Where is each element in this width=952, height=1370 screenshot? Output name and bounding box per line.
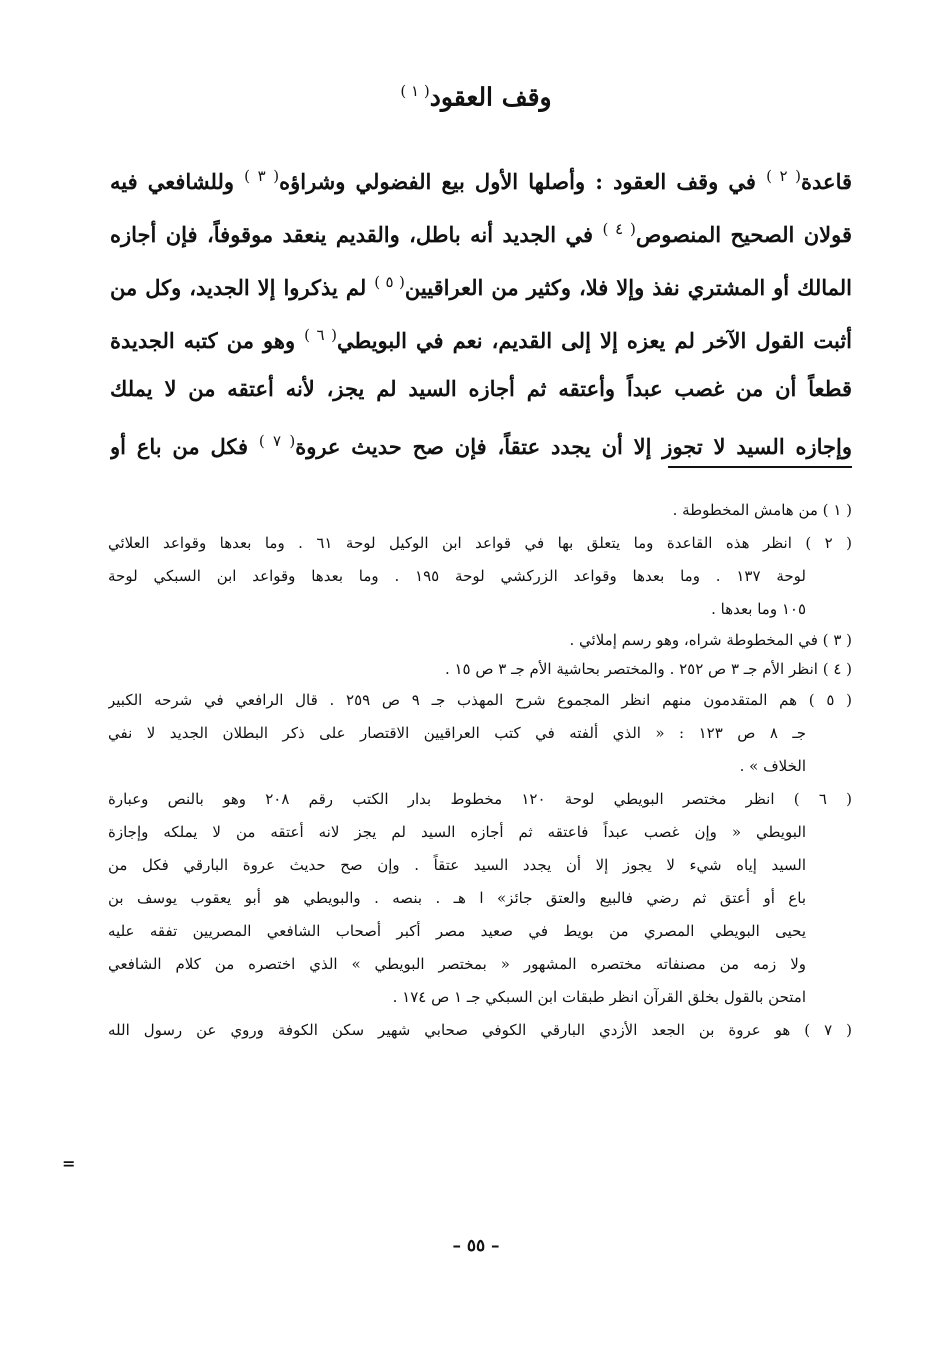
- body-line: [110, 309, 852, 362]
- footnote-line: ( ٣ ) في المخطوطة شراه، وهو رسم إملائي .: [569, 631, 852, 649]
- chapter-title-text: وقف العقود: [429, 82, 552, 112]
- footnote-continuation-line: الخلاف » .: [739, 757, 806, 775]
- footnote-continuation-line: باع أو أعتق ثم رضي فالبيع والعتق جائز» ا هـ . بنصه . والبويطي هو أبو يعقوب يوسف بن: [108, 889, 806, 907]
- footnote-line: ( ٦ ) انظر مختصر البويطي لوحة ١٢٠ مخطوط بدار الكتب رقم ٢٠٨ وهو بالنص وعبارة: [108, 790, 852, 808]
- footnote-continuation-line: لوحة ١٣٧ . وما بعدها وقواعد الزركشي لوحة ١٩٥ . وما بعدها وقواعد ابن السبكي لوحة: [108, 567, 806, 585]
- body-text-segment: فكل من باع أو: [110, 434, 259, 459]
- footnote-ref: ( ٣ ): [244, 167, 280, 185]
- continuation-mark: =: [62, 1154, 76, 1173]
- footnotes-section: [108, 494, 852, 1047]
- footnote-separator: [668, 466, 852, 468]
- body-text-segment: في الجديد أنه باطل، والقديم ينعقد موقوفاً، فإن أجازه: [110, 222, 603, 247]
- body-line: [110, 415, 852, 468]
- footnote-continuation-line: البويطي « وإن غصب عبداً فاعتقه ثم أجازه السيد لم يجز لانه أعتقه من لا يملكه وإجازة: [108, 823, 806, 841]
- footnote-ref: ( ٥ ): [374, 273, 405, 291]
- body-line: [110, 150, 852, 203]
- body-text-segment: قطعاً أن من غصب عبداً وأعتقه ثم أجازه السيد لم يجز، لأنه أعتقه من لا يملك: [110, 376, 852, 401]
- main-text: [110, 150, 852, 468]
- body-line: [110, 203, 852, 256]
- body-text-segment: قولان الصحيح المنصوص: [635, 222, 852, 247]
- footnote-line: ( ٤ ) انظر الأم جـ ٣ ص ٢٥٢ . والمختصر بحاشية الأم جـ ٣ ص ١٥ .: [444, 660, 852, 678]
- footnote-line: ( ٧ ) هو عروة بن الجعد الأزدي البارقي الكوفي صحابي شهير سكن الكوفة وروي عن رسول الله: [108, 1021, 852, 1039]
- footnote-continuation-line: جـ ٨ ص ١٢٣ : « الذي ألفته في كتب العراقيين الاقتصار على ذكر البطلان الجديد لا نفي: [108, 724, 807, 742]
- page-number: – ٥٥ –: [452, 1236, 500, 1256]
- body-line: [110, 256, 852, 309]
- title-footnote-ref: ( ١ ): [400, 82, 430, 100]
- body-text-segment: لم يذكروا إلا الجديد، وكل من: [110, 275, 375, 300]
- footnote-ref: ( ٧ ): [258, 432, 296, 450]
- footnote-line: ( ٢ ) انظر هذه القاعدة وما يتعلق بها في قواعد ابن الوكيل لوحة ٦١ . وما بعدها وقواعد العلائي: [108, 534, 852, 552]
- footnote-ref: ( ٦ ): [304, 326, 337, 344]
- body-text-segment: وللشافعي فيه: [110, 169, 245, 194]
- footnote-continuation-line: يحيى البويطي المصري من بويط في صعيد مصر أكبر أصحاب الشافعي المصريين تفقه عليه: [108, 922, 806, 940]
- body-text-segment: وإجازه السيد لا تجوز إلا أن يجدد عتقاً، فإن صح حديث عروة: [295, 434, 852, 459]
- footnote-line: ( ٥ ) هم المتقدمون منهم انظر المجموع شرح المهذب جـ ٩ ص ٢٥٩ . قال الرافعي في شرحه الكبير: [108, 691, 852, 709]
- footnote-continuation-line: ١٠٥ وما بعدها .: [711, 600, 806, 618]
- body-text-segment: في وقف العقود : وأصلها الأول بيع الفضولي وشراؤه: [279, 169, 767, 194]
- footnote-continuation-line: امتحن بالقول بخلق القرآن انظر طبقات ابن السبكي جـ ١ ص ١٧٤ .: [392, 988, 806, 1006]
- body-text-segment: أثبت القول الآخر لم يعزه إلا إلى القديم، نعم في البويطي: [336, 328, 852, 353]
- footnote-ref: ( ٤ ): [602, 220, 636, 238]
- body-line: [110, 362, 852, 415]
- footnote-continuation-line: ولا زمه من مصنفاته مختصره المشهور « بمختصر البويطي » الذي اختصره من كلام الشافعي: [108, 955, 806, 973]
- body-text-segment: قاعدة: [801, 169, 852, 194]
- body-text-segment: وهو من كتبه الجديدة: [110, 328, 305, 353]
- body-text-segment: المالك أو المشتري نفذ وإلا فلا، وكثير من العراقيين: [404, 275, 852, 300]
- footnote-line: ( ١ ) من هامش المخطوطة .: [672, 501, 852, 519]
- footnote-ref: ( ٢ ): [766, 167, 802, 185]
- chapter-title: [0, 82, 952, 111]
- footnote-continuation-line: السيد إياه شيء لا يجوز إلا أن يجدد السيد عتقاً . وإن صح حديث عروة البارقي فكل من: [108, 856, 806, 874]
